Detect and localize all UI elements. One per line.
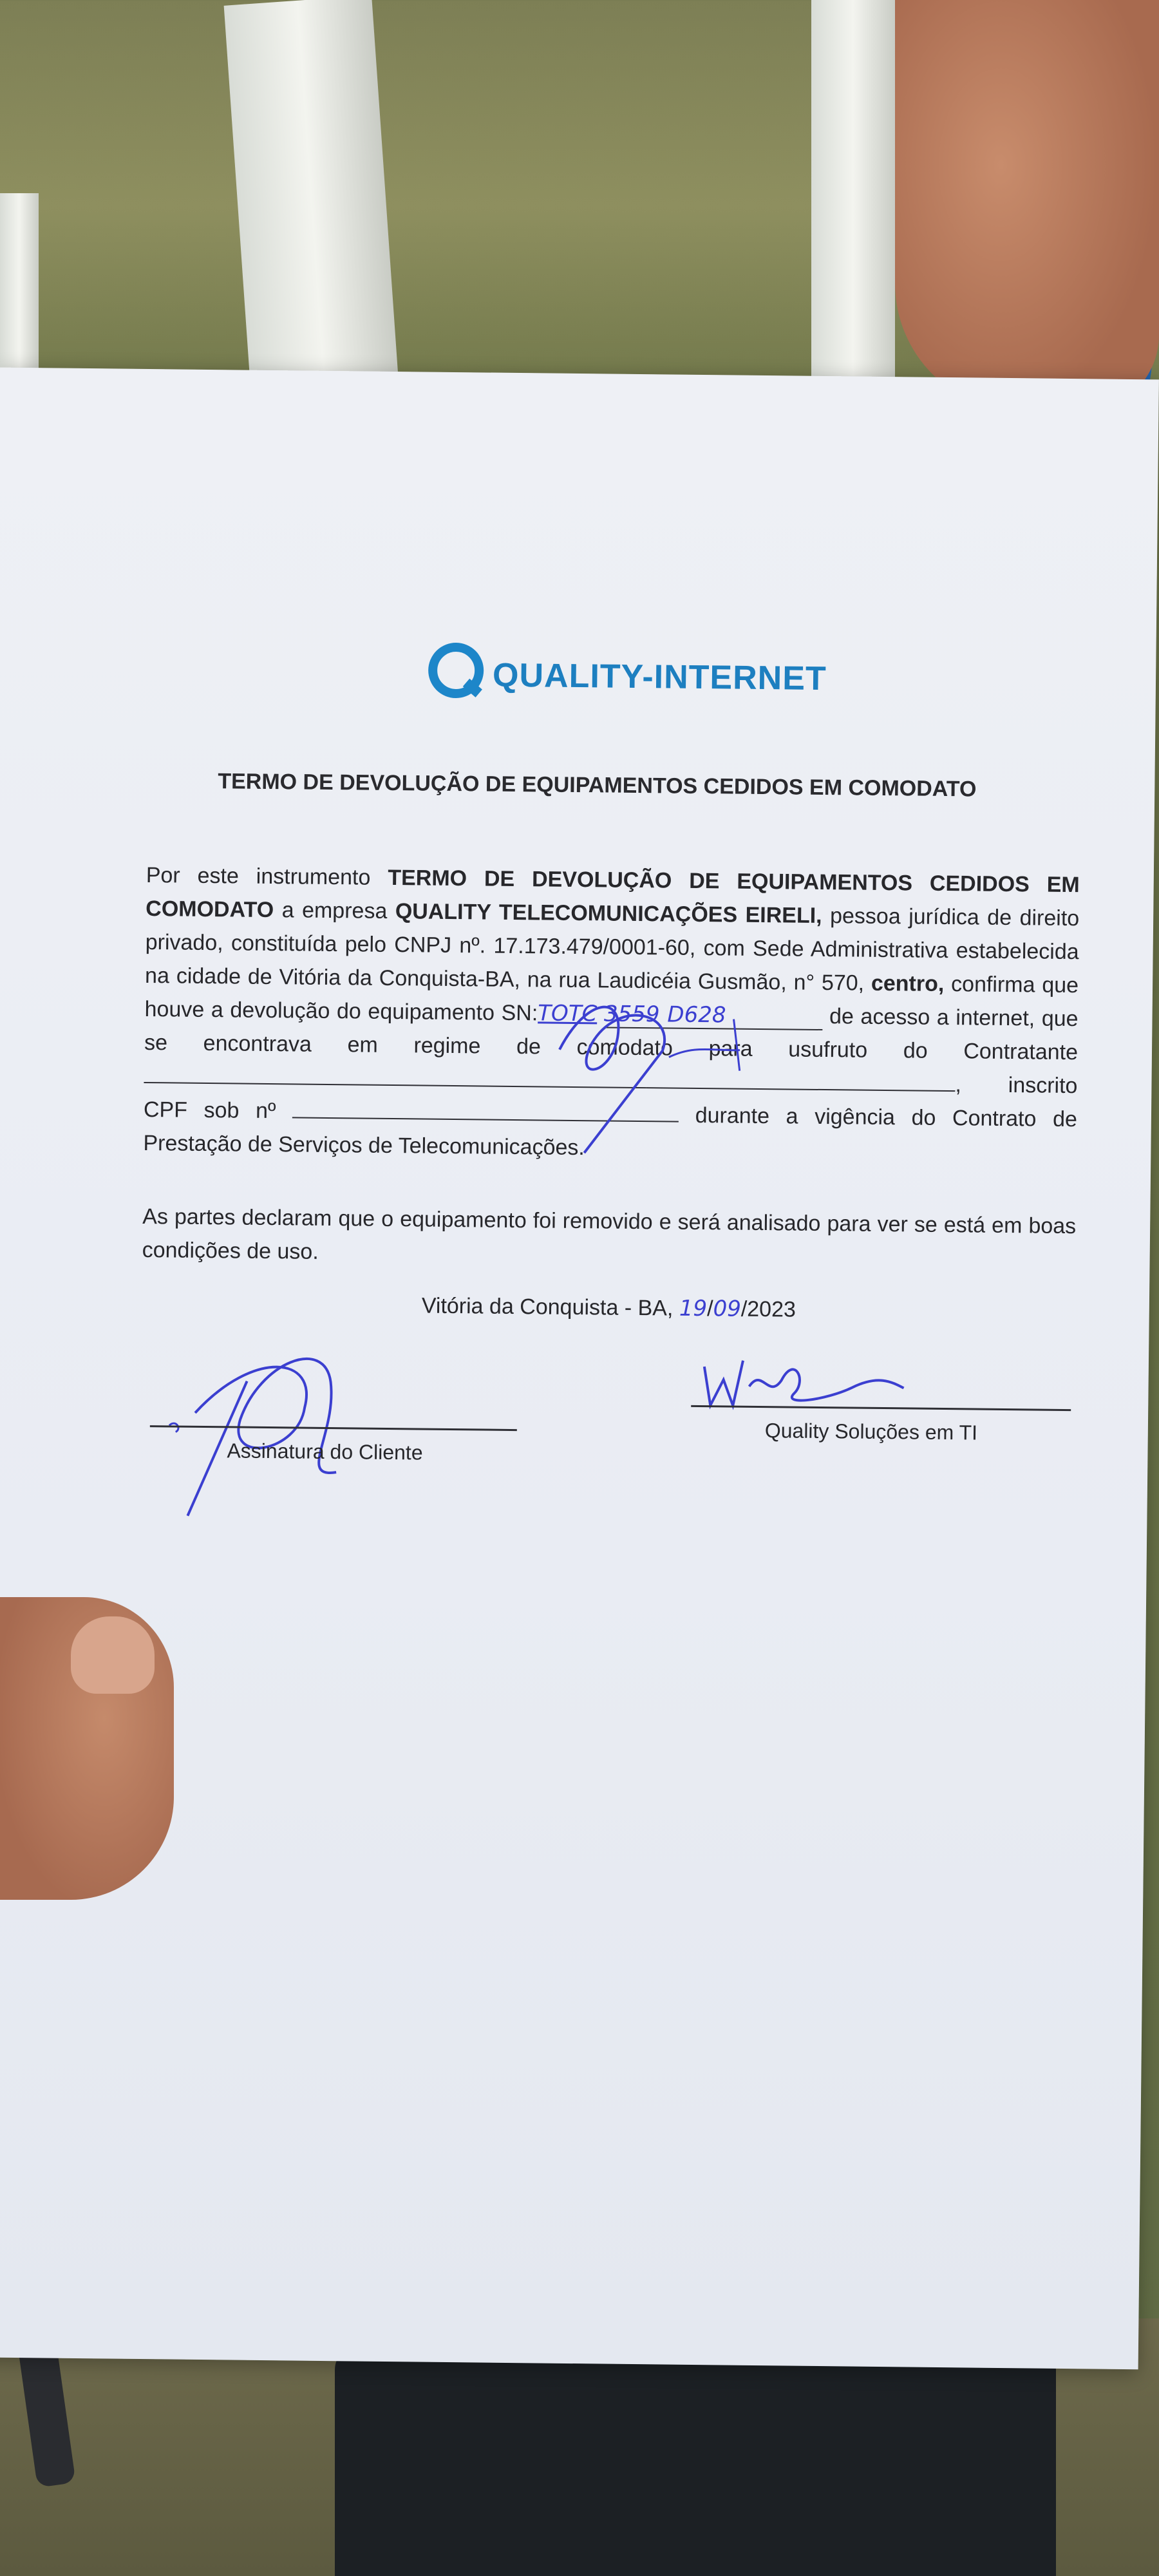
hand-top-right — [895, 0, 1159, 412]
date-line: Vitória da Conquista - BA, 19/09/2023 — [421, 1293, 796, 1322]
company-signature-label: Quality Soluções em TI — [764, 1419, 978, 1444]
document-sheet — [0, 368, 1159, 2370]
text-fragment: de acesso a internet, que se encontrava em regime de comodato para usufruto do Contratante — [144, 1004, 1079, 1065]
company-logo — [428, 643, 827, 717]
text-fragment: pessoa jurídica de direito privado, constituída pelo CNPJ nº. 17.173.479/0001-60, com Sede Administrativa estabelecida na cidade de Vitória da Conquista-BA, na rua Laudicéia Gusmão, n° 570, — [144, 903, 1080, 996]
date-year: /2023 — [740, 1296, 796, 1322]
text-fragment: durante a vigência do Contrato de Prestação de Serviços de Telecomunicações. — [143, 1103, 1078, 1160]
bold-fragment: centro, — [871, 971, 945, 996]
logo-brand-text: QUALITY-INTERNET — [492, 656, 827, 698]
fence-post — [224, 0, 401, 423]
text-fragment: a empresa — [274, 898, 396, 924]
company-signature-block — [690, 1379, 1078, 1512]
document-title: TERMO DE DEVOLUÇÃO DE EQUIPAMENTOS CEDIDOS EM COMODATO — [218, 769, 977, 802]
dark-clothing — [335, 2344, 1056, 2576]
date-month-handwritten: 09 — [713, 1296, 742, 1322]
text-fragment: confirma que houve a devolução do equipamento SN: — [144, 971, 1079, 1026]
date-prefix: Vitória da Conquista - BA, — [421, 1293, 680, 1321]
paragraph-declaration: As partes declaram que o equipamento foi removido e será analisado para ver se está em boas condições de uso. — [142, 1204, 1077, 1264]
q-circle-icon — [428, 643, 484, 699]
date-day-handwritten: 19 — [679, 1295, 708, 1322]
client-signature-block — [149, 1399, 523, 1532]
client-signature-label: Assinatura do Cliente — [227, 1439, 423, 1464]
serial-handwritten-1: TOTC — [538, 1000, 598, 1027]
text-fragment: Por este instrumento — [146, 862, 388, 890]
text-fragment: , inscrito CPF sob nº — [143, 1072, 1078, 1124]
serial-handwritten-2: 3559 D628 — [604, 1001, 823, 1030]
handwritten-scribble — [545, 972, 805, 1168]
bold-fragment: TERMO DE DEVOLUÇÃO DE EQUIPAMENTOS CEDIDOS EM COMODATO — [146, 865, 1080, 923]
bold-fragment: QUALITY TELECOMUNICAÇÕES EIRELI, — [395, 899, 822, 928]
hand-left — [0, 1597, 174, 1900]
